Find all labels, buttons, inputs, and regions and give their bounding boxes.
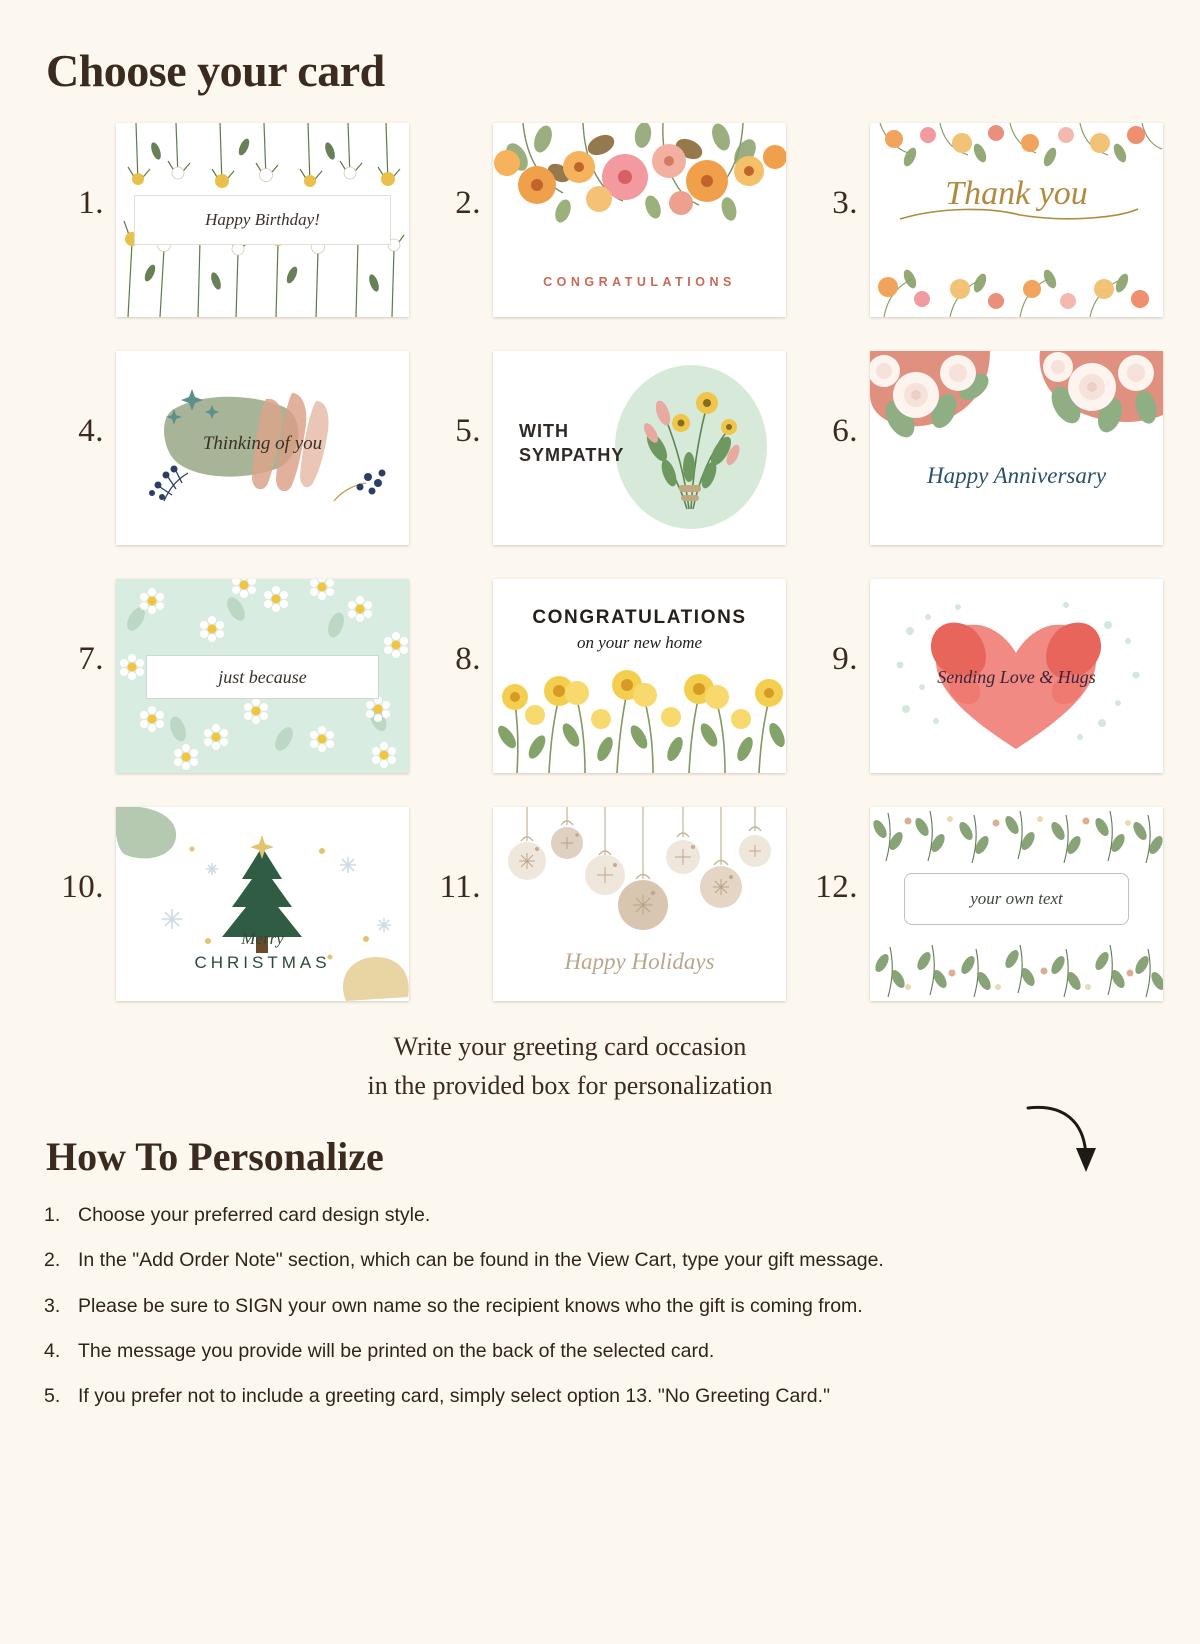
caption-line-1: Write your greeting card occasion [393,1032,747,1061]
card-number: 6. [832,413,858,449]
how-to-title: How To Personalize [46,1134,384,1179]
how-to-step: In the "Add Order Note" section, which can be found in the View Cart, type your gift message. [78,1249,884,1272]
card-thumbnail-7[interactable] [116,579,409,773]
card-thumbnail-12[interactable] [870,807,1163,1001]
card-text: Sending Love & Hugs [937,667,1096,687]
card-option-3[interactable] [798,123,1163,317]
card-thumbnail-2[interactable] [493,123,786,317]
card-text: Merry [241,929,284,948]
card-subtext: on your new home [576,633,703,652]
card-text-box [146,655,379,699]
personalization-caption [44,1027,1156,1105]
card-thumbnail-3[interactable] [870,123,1163,317]
card-thumbnail-5[interactable] [493,351,786,545]
card-number: 12. [815,869,858,905]
card-text: Happy Holidays [564,949,715,974]
card-option-6[interactable] [798,351,1163,545]
page-root [0,44,1200,1644]
card-option-10[interactable] [44,807,409,1001]
floral-top-bottom-art [870,123,1163,317]
curved-arrow-icon [1024,1102,1104,1182]
card-subtext: CHRISTMAS [194,953,331,972]
how-to-step: The message you provide will be printed on the back of the selected card. [78,1339,715,1362]
card-text: Happy Anniversary [926,463,1107,488]
card-thumbnail-1[interactable] [116,123,409,317]
card-number: 7. [78,641,104,677]
card-text: your own text [970,889,1063,908]
card-text: Thank you [945,175,1088,212]
card-option-2[interactable] [421,123,786,317]
card-option-9[interactable] [798,579,1163,773]
caption-line-2: in the provided box for personalization [367,1071,773,1100]
card-thumbnail-6[interactable] [870,351,1163,545]
card-text-box [904,873,1129,925]
how-to-section [44,1133,1156,1410]
card-thumbnail-11[interactable] [493,807,786,1001]
card-number: 9. [832,641,858,677]
card-number: 4. [78,413,104,449]
card-option-8[interactable] [421,579,786,773]
how-to-step: Choose your preferred card design style. [78,1204,431,1226]
card-number: 10. [61,869,104,905]
card-number: 3. [832,185,858,221]
card-option-1[interactable] [44,123,409,317]
card-number: 1. [78,185,104,221]
card-text: CONGRATULATIONS [543,275,736,289]
card-number: 11. [439,869,481,905]
card-option-4[interactable] [44,351,409,545]
card-text: Happy Birthday! [205,210,320,229]
card-text: CONGRATULATIONS [532,607,747,628]
card-number: 5. [455,413,481,449]
card-option-12[interactable] [798,807,1163,1001]
card-option-5[interactable] [421,351,786,545]
card-option-7[interactable] [44,579,409,773]
card-text: Thinking of you [202,433,323,454]
blush-roses-art [870,351,1163,545]
card-number: 2. [455,185,481,221]
how-to-step: Please be sure to SIGN your own name so the recipient knows who the gift is coming from. [78,1294,863,1317]
how-to-steps [44,1202,1156,1410]
card-number: 8. [455,641,481,677]
card-text: WITH SYMPATHY [519,421,625,466]
card-thumbnail-4[interactable] [116,351,409,545]
card-option-11[interactable] [421,807,786,1001]
page-title: Choose your card [46,45,385,96]
card-text: just because [218,666,307,687]
card-thumbnail-9[interactable] [870,579,1163,773]
card-text-box [134,195,391,245]
card-thumbnail-8[interactable] [493,579,786,773]
card-thumbnail-10[interactable] [116,807,409,1001]
how-to-step: If you prefer not to include a greeting card, simply select option 13. "No Greeting Card." [78,1385,830,1408]
card-grid [44,123,1156,1001]
